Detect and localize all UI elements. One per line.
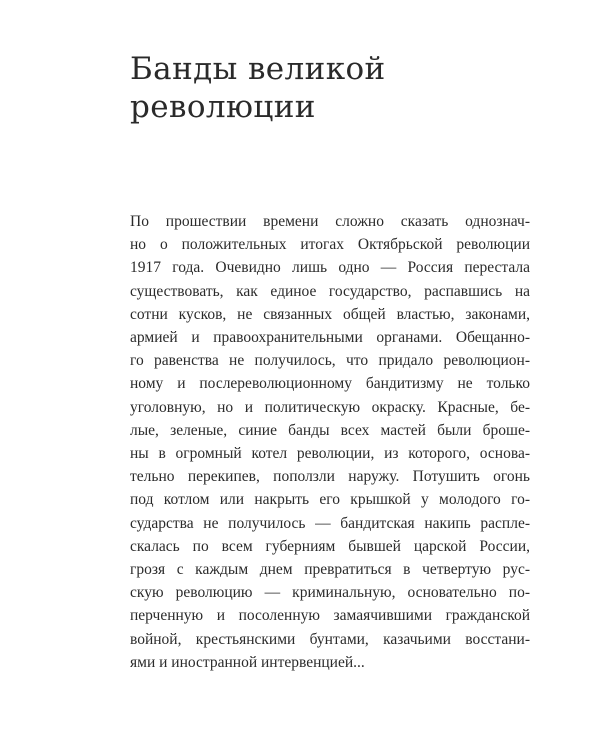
chapter-title [130, 50, 386, 126]
text-line: уголовную, но и политическую окраску. Красные, бе- [130, 398, 530, 416]
text-line: ями и иностранной интервенцией... [130, 653, 365, 671]
text-line: скую революцию — криминальную, основательно по- [130, 584, 530, 602]
text-line: сударства не получилось — бандитская накипь распле- [130, 514, 530, 532]
text-line: грозя с каждым днем превратиться в четвертую рус- [130, 561, 530, 579]
text-line: скалась по всем губерниям бывшей царской России, [130, 537, 530, 555]
text-line: но о положительных итогах Октябрьской революции [130, 236, 530, 254]
chapter-paragraph [130, 210, 530, 674]
text-line: под котлом или накрыть его крышкой у молодого го- [130, 491, 530, 509]
chapter-title-line: революции [130, 89, 316, 125]
text-line: армией и правоохранительными органами. Обещанно- [130, 329, 530, 347]
text-line: перченную и посоленную замаячившими гражданской [130, 607, 530, 625]
text-line: существовать, как единое государство, распавшись на [130, 282, 530, 300]
chapter-title-line: Банды великой [130, 51, 386, 87]
text-line: ному и послереволюционному бандитизму не только [130, 375, 530, 393]
text-line: войной, крестьянскими бунтами, казачьими восстани- [130, 630, 530, 648]
text-line: го равенства не получилось, что придало революцион- [130, 352, 530, 370]
text-line: По прошествии времени сложно сказать однознач- [130, 213, 530, 230]
text-line: 1917 года. Очевидно лишь одно — Россия перестала [130, 259, 530, 277]
text-line: тельно перекипев, поползли наружу. Потушить огонь [130, 468, 530, 486]
text-line: сотни кусков, не связанных общей властью, законами, [130, 305, 530, 323]
text-line: ны в огромный котел революции, из которого, основа- [130, 445, 530, 463]
text-line: лые, зеленые, синие банды всех мастей были броше- [130, 421, 530, 439]
